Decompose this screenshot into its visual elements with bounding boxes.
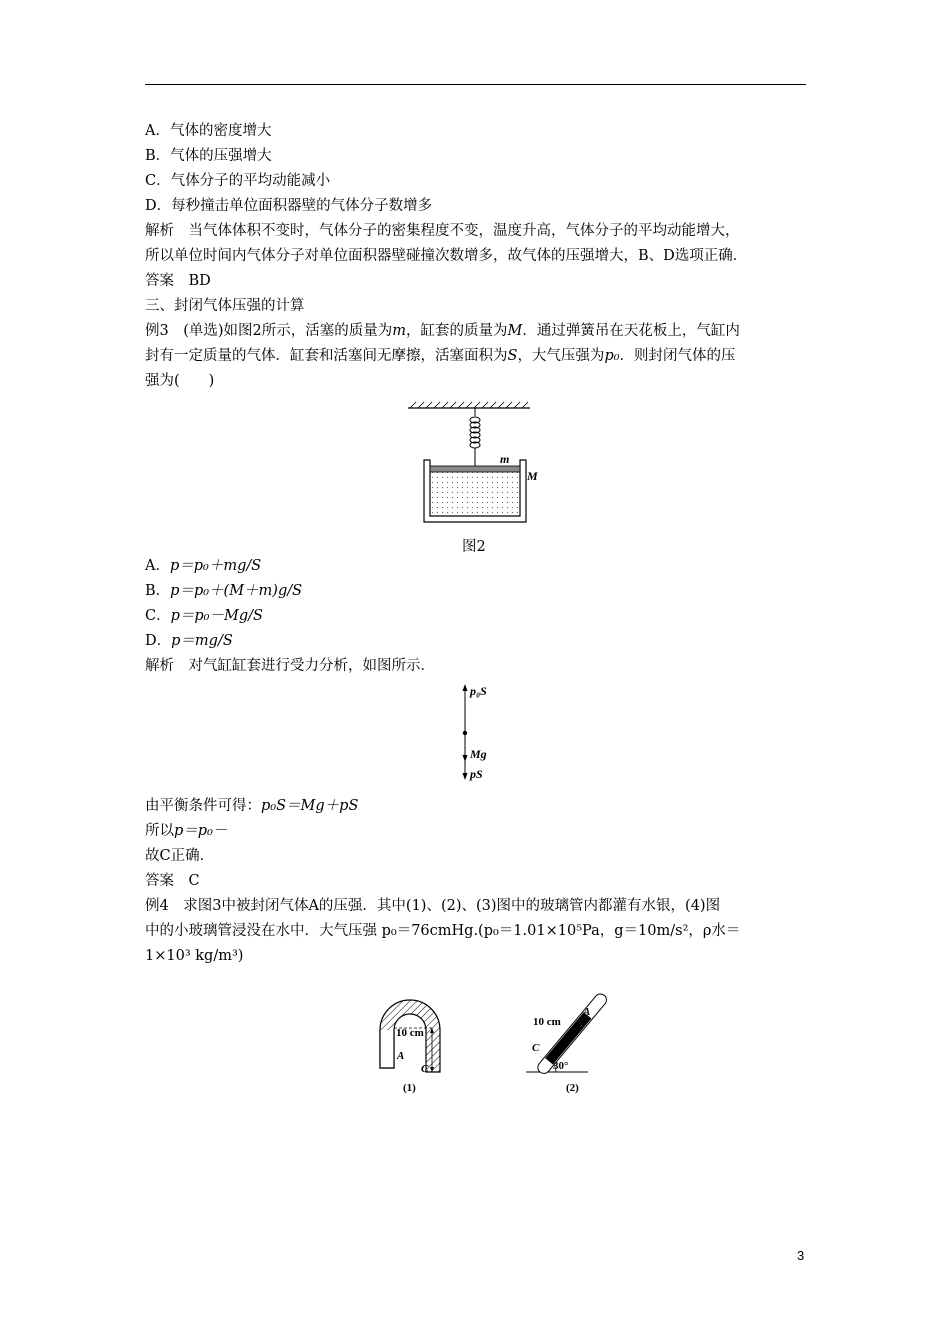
example4-line-3: 1×10³ kg/m³) [145,948,244,964]
force-bottom-label: pS [470,767,483,781]
analysis-line-1: 解析 当气体体积不变时，气体分子的密集程度不变，温度升高，气体分子的平均动能增大， [145,223,740,239]
option3-c [145,607,263,625]
fig3-1-C: C [421,1063,429,1075]
answer-c: 答案 C [145,873,200,889]
c-correct: 故C正确． [145,848,215,864]
equilibrium-prefix: 由平衡条件可得： [145,798,261,814]
figure-2-diagram [400,400,560,530]
fig3-2-C: C [532,1042,540,1054]
section-title: 三、封闭气体压强的计算 [145,298,305,314]
option3-d-formula: p＝mg/S [171,633,233,649]
fig3-1-A: A [397,1050,405,1062]
equilibrium-line [145,797,358,815]
fig3-1-length: 10 cm [396,1027,424,1039]
example4-line-2: 中的小玻璃管浸没在水中．大气压强 p₀＝76cmHg.(p₀＝1.01×10⁵Pa，g＝10m/s²，ρ水＝ [145,923,741,939]
ex3-text-d: 封有一定质量的气体．缸套和活塞间无摩擦，活塞面积为 [145,348,508,364]
fig3-2-angle: 30° [553,1060,569,1072]
force-mid-label: Mg [470,747,487,761]
option3-b-prefix: B． [145,583,171,599]
analysis-line-2: 所以单位时间内气体分子对单位面积器壁碰撞次数增多，故气体的压强增大，B、D选项正确． [145,248,748,264]
header-rule [145,84,806,85]
ex3-var-M: M [507,323,523,339]
option3-a-prefix: A． [145,558,170,574]
option3-b [145,582,302,600]
fig2-label-M: M [527,469,538,483]
page-number: 3 [797,1248,805,1263]
ex3-text-c: ．通过弹簧吊在天花板上，气缸内 [522,323,740,339]
equilibrium-formula: p₀S＝Mg＋pS [261,798,359,814]
option3-d-prefix: D． [145,633,172,649]
force-top-label: p₀S [470,684,487,698]
ex3-text-f: ．则封闭气体的压 [619,348,736,364]
ex3-var-S: S [507,348,518,364]
so-prefix: 所以 [145,823,174,839]
option3-b-formula: p＝p₀＋(M＋m)g/S [170,583,303,599]
option3-a [145,557,261,575]
example3-line-3: 强为( ) [145,373,215,389]
analysis3: 解析 对气缸缸套进行受力分析，如图所示． [145,658,435,674]
option3-d [145,632,233,650]
option3-a-formula: p＝p₀＋mg/S [169,558,262,574]
answer-bd: 答案 BD [145,273,211,289]
fig3-1-caption: (1) [403,1082,416,1094]
so-formula: p＝p₀－ [174,823,228,839]
ex3-text-e: ，大气压强为 [517,348,605,364]
option3-c-prefix: C． [145,608,171,624]
ex3-var-m: m [392,323,407,339]
option3-c-formula: p＝p₀－Mg/S [170,608,263,624]
ex3-text-a: 例3 (单选)如图2所示，活塞的质量为 [145,323,393,339]
example4-line-1: 例4 求图3中被封闭气体A的压强．其中(1)、(2)、(3)图中的玻璃管内都灌有水银，(4)图 [145,898,721,914]
ex3-text-b: ，缸套的质量为 [406,323,508,339]
option-b: B．气体的压强增大 [145,148,272,164]
fig2-label-m: m [500,452,510,466]
option-a: A．气体的密度增大 [145,123,272,139]
fig3-2-caption: (2) [566,1082,579,1094]
fig3-2-A: A [583,1006,591,1018]
fig3-2-length: 10 cm [533,1016,561,1028]
option-c: C．气体分子的平均动能减小 [145,173,331,189]
option-d: D．每秒撞击单位面积器壁的气体分子数增多 [145,198,433,214]
example3-line-2 [145,347,736,365]
figure-2-caption: 图2 [462,539,486,555]
ex3-var-p0: p₀ [604,348,620,364]
example3-line-1 [145,322,740,340]
so-line [145,822,227,840]
